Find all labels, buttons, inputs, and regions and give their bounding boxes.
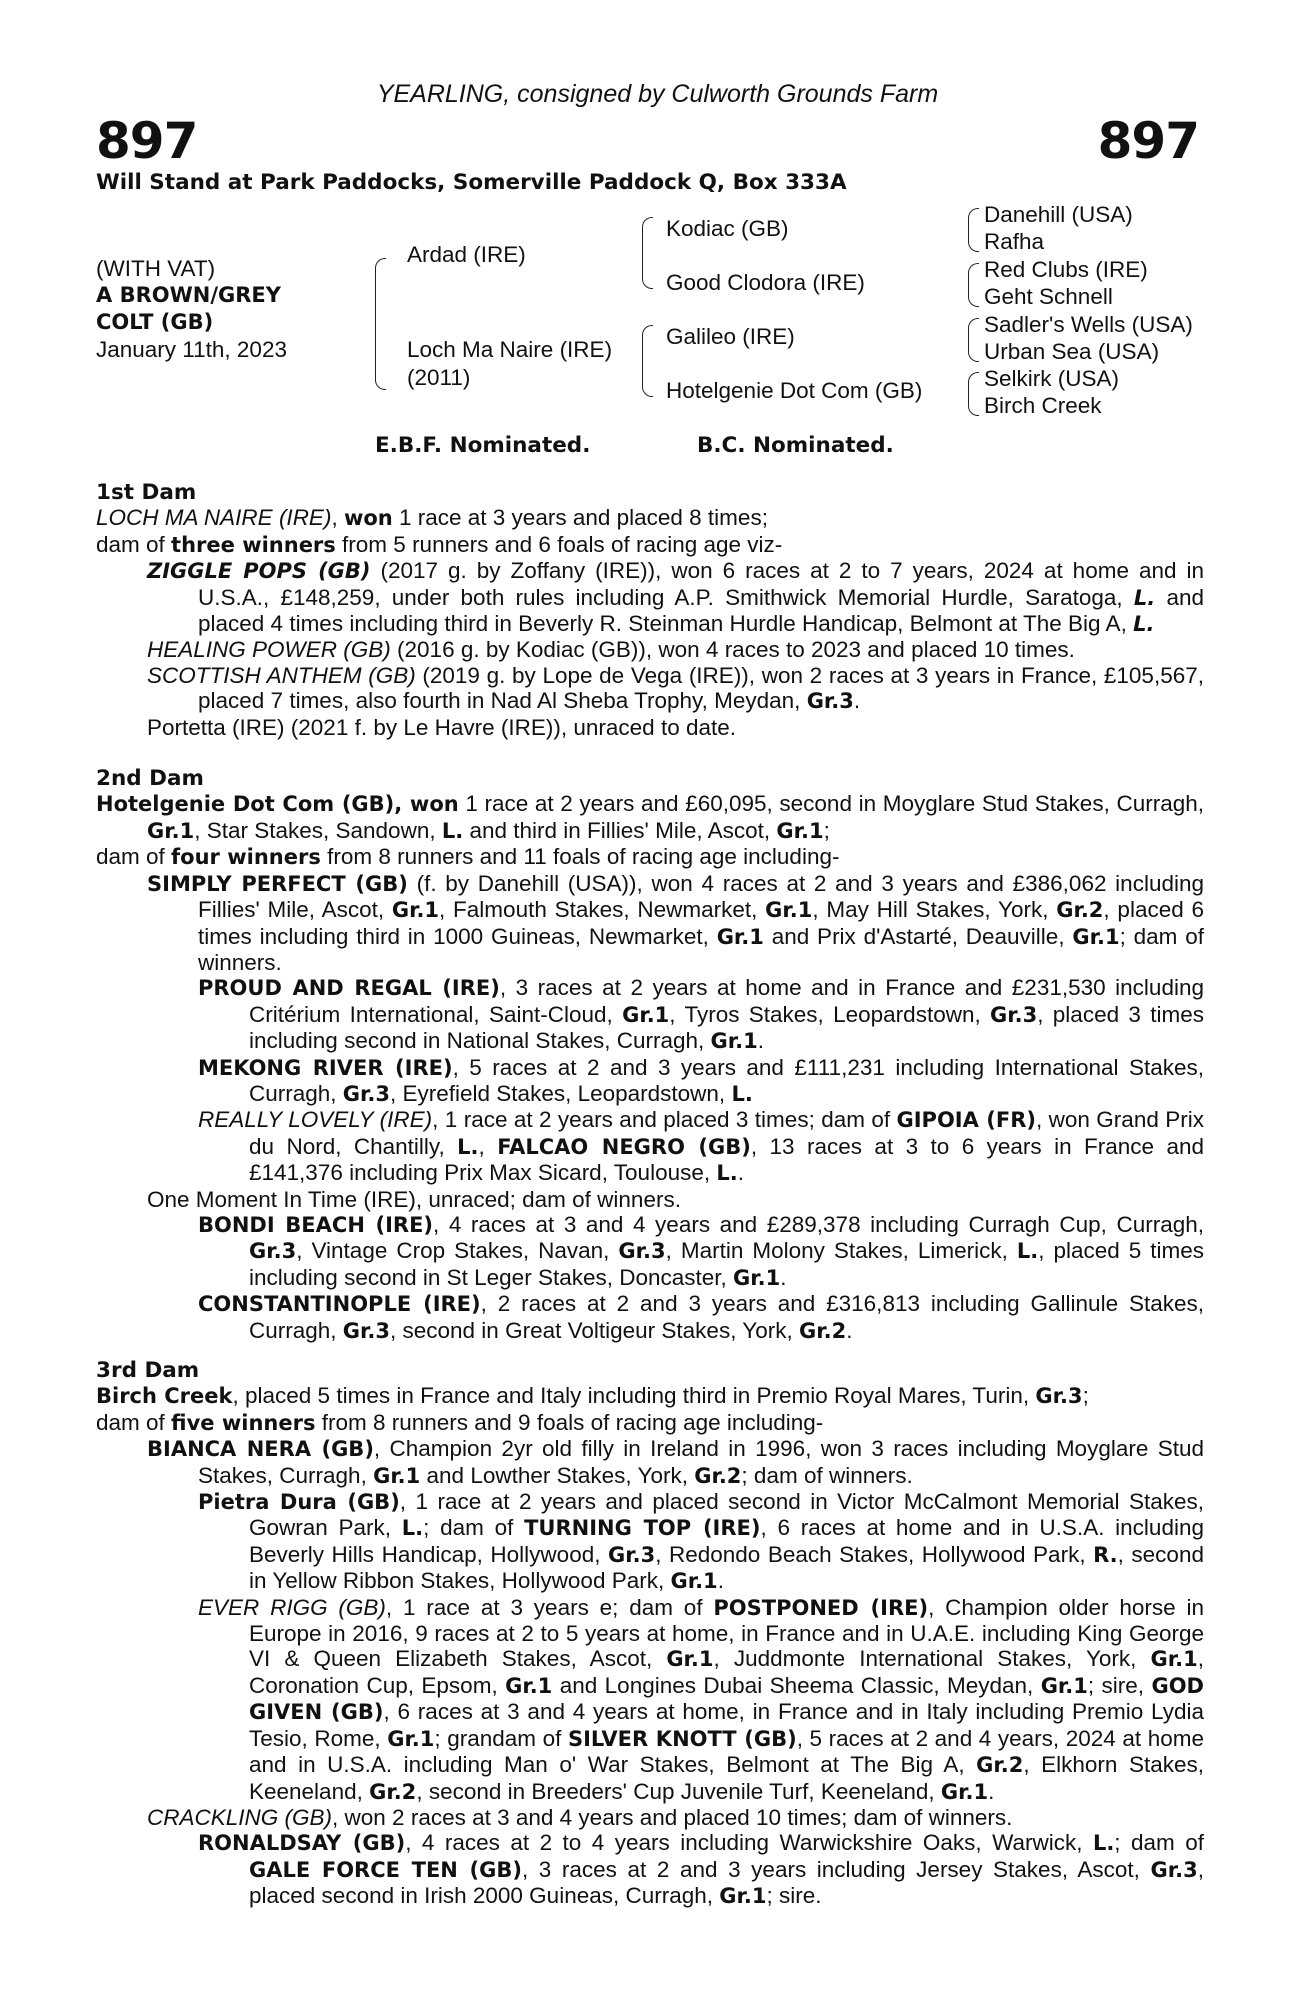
produce-mekong-river: MEKONG RIVER (IRE), 5 races at 2 and 3 years and £111,231 including International Stakes, Curragh, Gr.3, Eyrefield Stakes, Leopardstown, L. [198, 1054, 1204, 1106]
produce-pietra-dura: Pietra Dura (GB), 1 race at 2 years and placed second in Victor McCalmont Memorial Stakes, Gowran Park, L.; dam of TURNING TOP (IRE), 6 races at home and in U.S.A. including Beverly Hills Handicap, Hollywood, Gr.3, Redondo Beach Stakes, Hollywood Park, R., second in Yellow Ribbon Stakes, Hollywood Park, Gr.1. [198, 1489, 1204, 1594]
lot-number-left: 897 [96, 112, 198, 170]
brace-dd [968, 372, 979, 416]
horse-dob: January 11th, 2023 [96, 337, 287, 362]
ds-dam: Urban Sea (USA) [984, 339, 1160, 364]
bc-nominated: B.C. Nominated. [697, 433, 894, 458]
ds-sire: Sadler's Wells (USA) [984, 312, 1193, 337]
second-dam-intro: Hotelgenie Dot Com (GB), won 1 race at 2 years and £60,095, second in Moyglare Stud Stakes, Curragh, Gr.1, Star Stakes, Sandown, L. and third in Fillies' Mile, Ascot, Gr.1; [96, 791, 1204, 843]
produce-simply-perfect: SIMPLY PERFECT (GB) (f. by Danehill (USA)), won 4 races at 2 and 3 years and £386,062 including Fillies' Mile, Ascot, Gr.1, Falmouth Stakes, Newmarket, Gr.1, May Hill Stakes, York, Gr.2, placed 6 times including third in 1000 Guineas, Newmarket, Gr.1 and Prix d'Astarté, Deauville, Gr.1; dam of winners. [147, 870, 1205, 975]
ebf-nominated: E.B.F. Nominated. [375, 433, 591, 458]
produce-healing-power: HEALING POWER (GB) (2016 g. by Kodiac (GB)), won 4 races to 2023 and placed 10 times. [147, 637, 1075, 663]
second-dam-heading: 2nd Dam [96, 766, 204, 792]
brace-ss [968, 208, 979, 252]
sire-sire: Kodiac (GB) [666, 216, 789, 241]
produce-ziggle-pops: ZIGGLE POPS (GB) (2017 g. by Zoffany (IRE)), won 6 races at 2 to 7 years, 2024 at home and in U.S.A., £148,259, under both rules including A.P. Smithwick Memorial Hurdle, Saratoga, L. and placed 4 times including third in Beverly R. Steinman Hurdle Handicap, Belmont at The Big A, L. [147, 558, 1204, 637]
horse-description [96, 255, 287, 363]
third-dam-heading: 3rd Dam [96, 1358, 200, 1383]
produce-crackling: CRACKLING (GB), won 2 races at 3 and 4 years and placed 10 times; dam of winners. [147, 1804, 1013, 1830]
sd-dam: Geht Schnell [984, 284, 1113, 309]
dd-sire: Selkirk (USA) [984, 366, 1120, 391]
dam-year: (2011) [407, 365, 471, 390]
third-dam-produce-summary: dam of five winners from 8 runners and 9 foals of racing age including- [96, 1409, 824, 1435]
consignment-line: YEARLING, consigned by Culworth Grounds Farm [376, 80, 939, 108]
catalogue-body [96, 480, 1204, 1910]
first-dam-intro: LOCH MA NAIRE (IRE), won 1 race at 3 years and placed 8 times; [96, 505, 768, 531]
brace-main [375, 258, 386, 390]
horse-colour: A BROWN/GREY [96, 283, 281, 307]
produce-ever-rigg: EVER RIGG (GB), 1 race at 3 years e; dam of POSTPONED (IRE), Champion older horse in Europe in 2016, 9 races at 2 to 5 years at home, in France and in U.A.E. including King George VI & Queen Elizabeth Stakes, Ascot, Gr.1, Juddmonte International Stakes, York, Gr.1, Coronation Cup, Epsom, Gr.1 and Longines Dubai Sheema Classic, Meydan, Gr.1; sire, GOD GIVEN (GB), 6 races at 3 and 4 years at home, in France and in Italy including Premio Lydia Tesio, Rome, Gr.1; grandam of SILVER KNOTT (GB), 5 races at 2 and 4 years, 2024 at home and in U.S.A. including Man o' War Stakes, Belmont at The Big A, Gr.2, Elkhorn Stakes, Keeneland, Gr.2, second in Breeders' Cup Juvenile Turf, Keeneland, Gr.1. [198, 1594, 1204, 1804]
dam-sire: Galileo (IRE) [666, 324, 795, 349]
produce-proud-and-regal: PROUD AND REGAL (IRE), 3 races at 2 years at home and in France and £231,530 including Critérium International, Saint-Cloud, Gr.1, Tyros Stakes, Leopardstown, Gr.3, placed 3 times including second in National Stakes, Curragh, Gr.1. [198, 975, 1204, 1054]
first-dam-produce-summary: dam of three winners from 5 runners and 6 foals of racing age viz- [96, 531, 783, 557]
stand-location: Will Stand at Park Paddocks, Somerville Paddock Q, Box 333A [96, 170, 847, 195]
produce-one-moment-in-time: One Moment In Time (IRE), unraced; dam of winners. [147, 1186, 681, 1212]
produce-scottish-anthem: SCOTTISH ANTHEM (GB) (2019 g. by Lope de Vega (IRE)), won 2 races at 3 years in France, £105,567, placed 7 times, also fourth in Nad Al Sheba Trophy, Meydan, Gr.3. [147, 662, 1204, 714]
lot-number-right: 897 [1097, 112, 1199, 170]
first-dam-name: LOCH MA NAIRE (IRE) [96, 505, 332, 531]
sd-sire: Red Clubs (IRE) [984, 257, 1148, 282]
brace-ds [968, 318, 979, 362]
produce-bianca-nera: BIANCA NERA (GB), Champion 2yr old filly in Ireland in 1996, won 3 races including Moyglare Stud Stakes, Curragh, Gr.1 and Lowther Stakes, York, Gr.2; dam of winners. [147, 1436, 1204, 1488]
produce-portetta: Portetta (IRE) (2021 f. by Le Havre (IRE)), unraced to date. [147, 714, 737, 740]
brace-dam [642, 325, 653, 397]
horse-sex: COLT (GB) [96, 310, 214, 334]
vat-note: (WITH VAT) [96, 256, 216, 281]
produce-constantinople: CONSTANTINOPLE (IRE), 2 races at 2 and 3 years and £316,813 including Gallinule Stakes, Curragh, Gr.3, second in Great Voltigeur Stakes, York, Gr.2. [198, 1291, 1204, 1343]
sire: Ardad (IRE) [407, 242, 526, 267]
brace-sire [642, 217, 653, 289]
produce-ronaldsay: RONALDSAY (GB), 4 races at 2 to 4 years including Warwickshire Oaks, Warwick, L.; dam of GALE FORCE TEN (GB), 3 races at 2 and 3 years including Jersey Stakes, Ascot, Gr.3, placed second in Irish 2000 Guineas, Curragh, Gr.1; sire. [198, 1830, 1204, 1909]
first-dam-heading: 1st Dam [96, 480, 197, 505]
produce-really-lovely: REALLY LOVELY (IRE), 1 race at 2 years and placed 3 times; dam of GIPOIA (FR), won Grand Prix du Nord, Chantilly, L., FALCAO NEGRO (GB), 13 races at 3 to 6 years in France and £141,376 including Prix Max Sicard, Toulouse, L.. [198, 1107, 1204, 1186]
third-dam-intro: Birch Creek, placed 5 times in France and Italy including third in Premio Royal Mares, Turin, Gr.3; [96, 1383, 1089, 1409]
second-dam-produce-summary: dam of four winners from 8 runners and 11 foals of racing age including- [96, 844, 840, 870]
produce-bondi-beach: BONDI BEACH (IRE), 4 races at 3 and 4 years and £289,378 including Curragh Cup, Curragh, Gr.3, Vintage Crop Stakes, Navan, Gr.3, Martin Molony Stakes, Limerick, L., placed 5 times including second in St Leger Stakes, Doncaster, Gr.1. [198, 1211, 1204, 1290]
brace-sd [968, 263, 979, 307]
ss-sire: Danehill (USA) [984, 202, 1133, 227]
dam-dam: Hotelgenie Dot Com (GB) [666, 378, 923, 403]
dam: Loch Ma Naire (IRE) [407, 337, 613, 362]
sire-dam: Good Clodora (IRE) [666, 270, 865, 295]
dd-dam: Birch Creek [984, 393, 1102, 418]
ss-dam: Rafha [984, 229, 1045, 254]
